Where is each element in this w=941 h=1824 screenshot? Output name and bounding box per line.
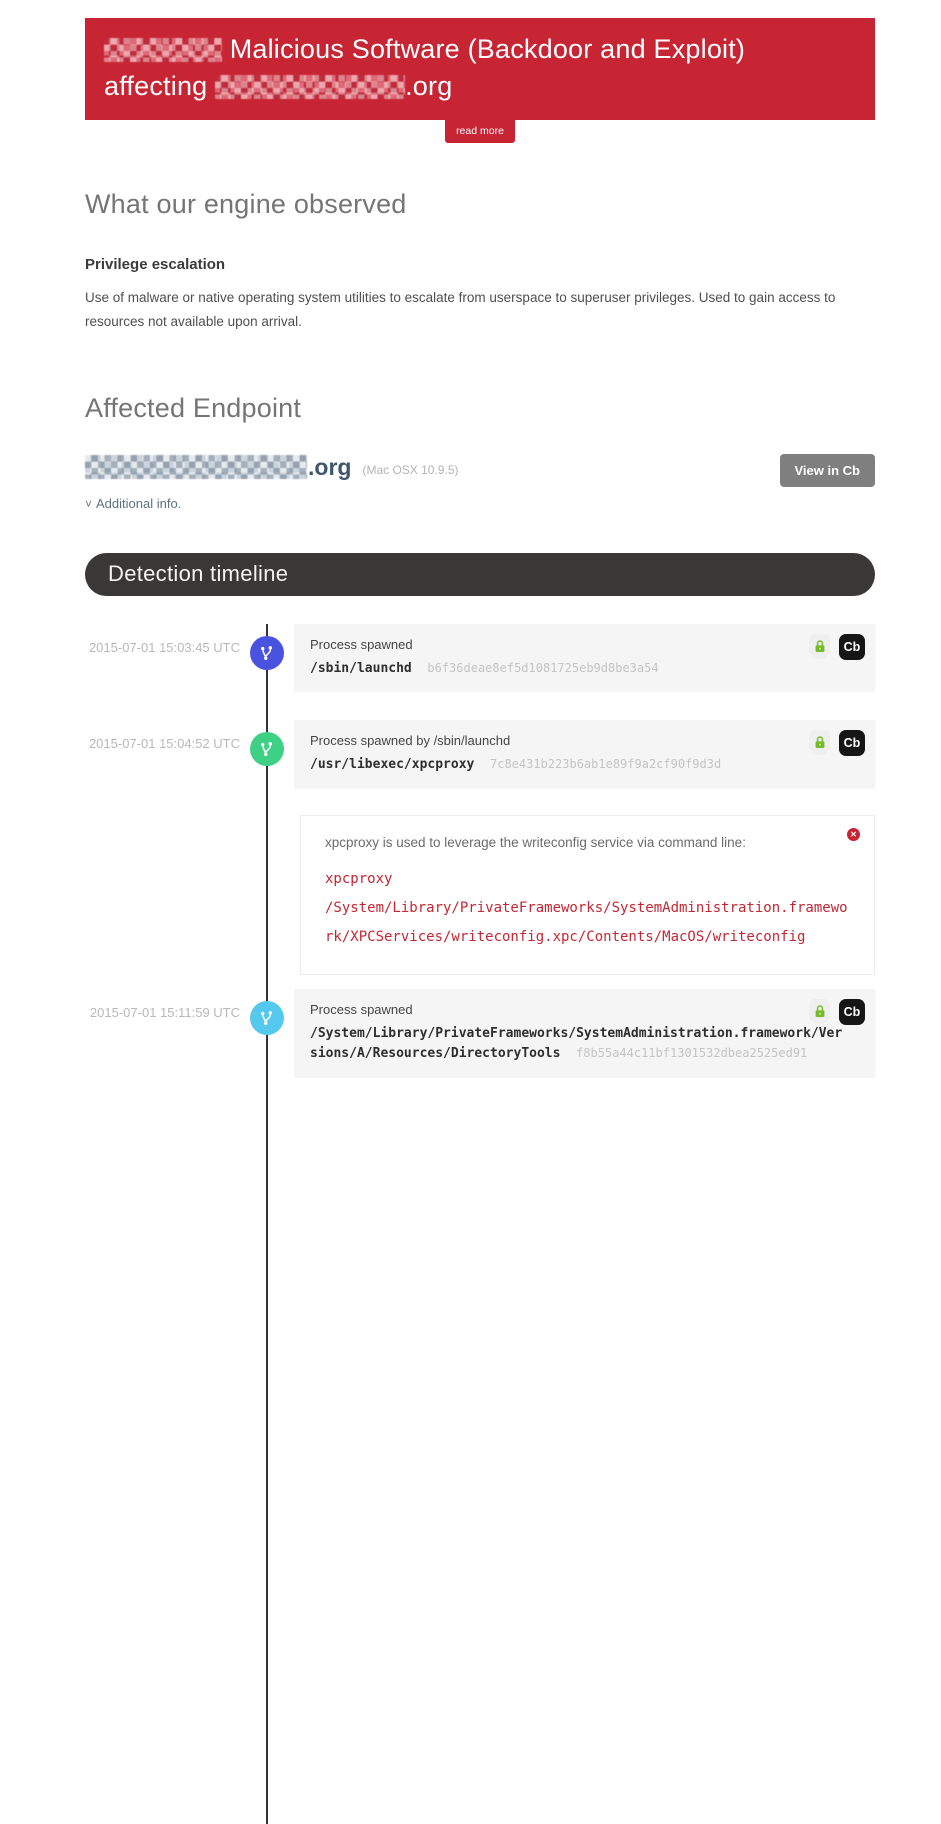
banner-domain-suffix: .org	[405, 71, 453, 101]
process-event-card[interactable]	[294, 624, 875, 693]
timeline-timestamp: 2015-07-01 15:11:59 UTC	[89, 1005, 240, 1021]
detection-report-page	[0, 18, 941, 1062]
observed-heading: What our engine observed	[85, 189, 407, 219]
detection-timeline-header: Detection timeline	[85, 553, 875, 596]
read-more-button[interactable]: read more	[445, 120, 515, 143]
process-hash: 7c8e431b223b6ab1e89f9a2cf90f9d3d	[490, 757, 722, 772]
banner-affecting-label: affecting	[104, 71, 208, 101]
view-in-cb-button[interactable]: View in Cb	[780, 454, 876, 487]
redacted-detection-id	[104, 38, 222, 62]
detection-timeline	[85, 624, 875, 1218]
process-fork-icon	[250, 636, 284, 670]
carbon-black-icon[interactable]: Cb	[839, 730, 865, 756]
banner-title: Malicious Software (Backdoor and Exploit)	[229, 34, 746, 64]
lock-icon	[809, 634, 830, 659]
process-event-card[interactable]	[294, 720, 875, 789]
process-event-card[interactable]	[294, 989, 875, 1078]
carbon-black-icon[interactable]: Cb	[839, 999, 865, 1025]
timeline-timestamp: 2015-07-01 15:03:45 UTC	[88, 639, 240, 655]
chevron-down-icon: ˅	[85, 496, 93, 511]
additional-info-toggle[interactable]	[85, 496, 181, 511]
event-description: Process spawned	[310, 1002, 413, 1018]
process-fork-icon	[250, 732, 284, 766]
process-path: /sbin/launchd	[310, 660, 412, 676]
process-hash: f8b55a44c11bf1301532dbea2525ed91	[576, 1046, 808, 1061]
endpoint-heading: Affected Endpoint	[85, 392, 302, 423]
note-text: xpcproxy is used to leverage the writeconfig service via command line:	[325, 835, 746, 851]
close-icon[interactable]: ✕	[847, 828, 860, 841]
analyst-note	[300, 815, 875, 975]
additional-info-label: Additional info.	[96, 495, 182, 511]
process-hash: b6f36deae8ef5d1081725eb9d8be3a54	[427, 660, 659, 675]
alert-banner	[85, 18, 875, 120]
process-path: /System/Library/PrivateFrameworks/SystemAdministration.framework/Versions/A/Resources/DirectoryTools	[310, 1026, 843, 1062]
timeline-entry	[85, 624, 875, 693]
process-path: /usr/libexec/xpcproxy	[310, 757, 475, 773]
process-fork-icon	[250, 1001, 284, 1035]
redacted-endpoint-hostname	[85, 455, 307, 479]
timeline-entry	[85, 720, 875, 789]
detection-type-heading: Privilege escalation	[85, 256, 226, 273]
timeline-timestamp: 2015-07-01 15:04:52 UTC	[88, 736, 240, 752]
endpoint-os-label: (Mac OSX 10.9.5)	[362, 463, 459, 478]
note-command-line: xpcproxy /System/Library/PrivateFrameworks/SystemAdministration.framework/XPCServices/writeconfig.xpc/Contents/MacOS/writeconfig	[325, 871, 848, 946]
endpoint-hostname	[85, 454, 459, 481]
timeline-entry	[85, 989, 875, 1078]
endpoint-hostname-suffix: .org	[308, 453, 352, 480]
redacted-hostname	[215, 75, 405, 99]
detection-description: Use of malware or native operating system utilities to escalate from userspace to superuser privileges. Used to gain access to resources not available upon arrival.	[85, 290, 836, 330]
lock-icon	[809, 999, 830, 1024]
event-description: Process spawned	[310, 636, 413, 652]
carbon-black-icon[interactable]: Cb	[839, 634, 865, 660]
event-description: Process spawned by /sbin/launchd	[310, 733, 511, 749]
lock-icon	[809, 730, 830, 755]
